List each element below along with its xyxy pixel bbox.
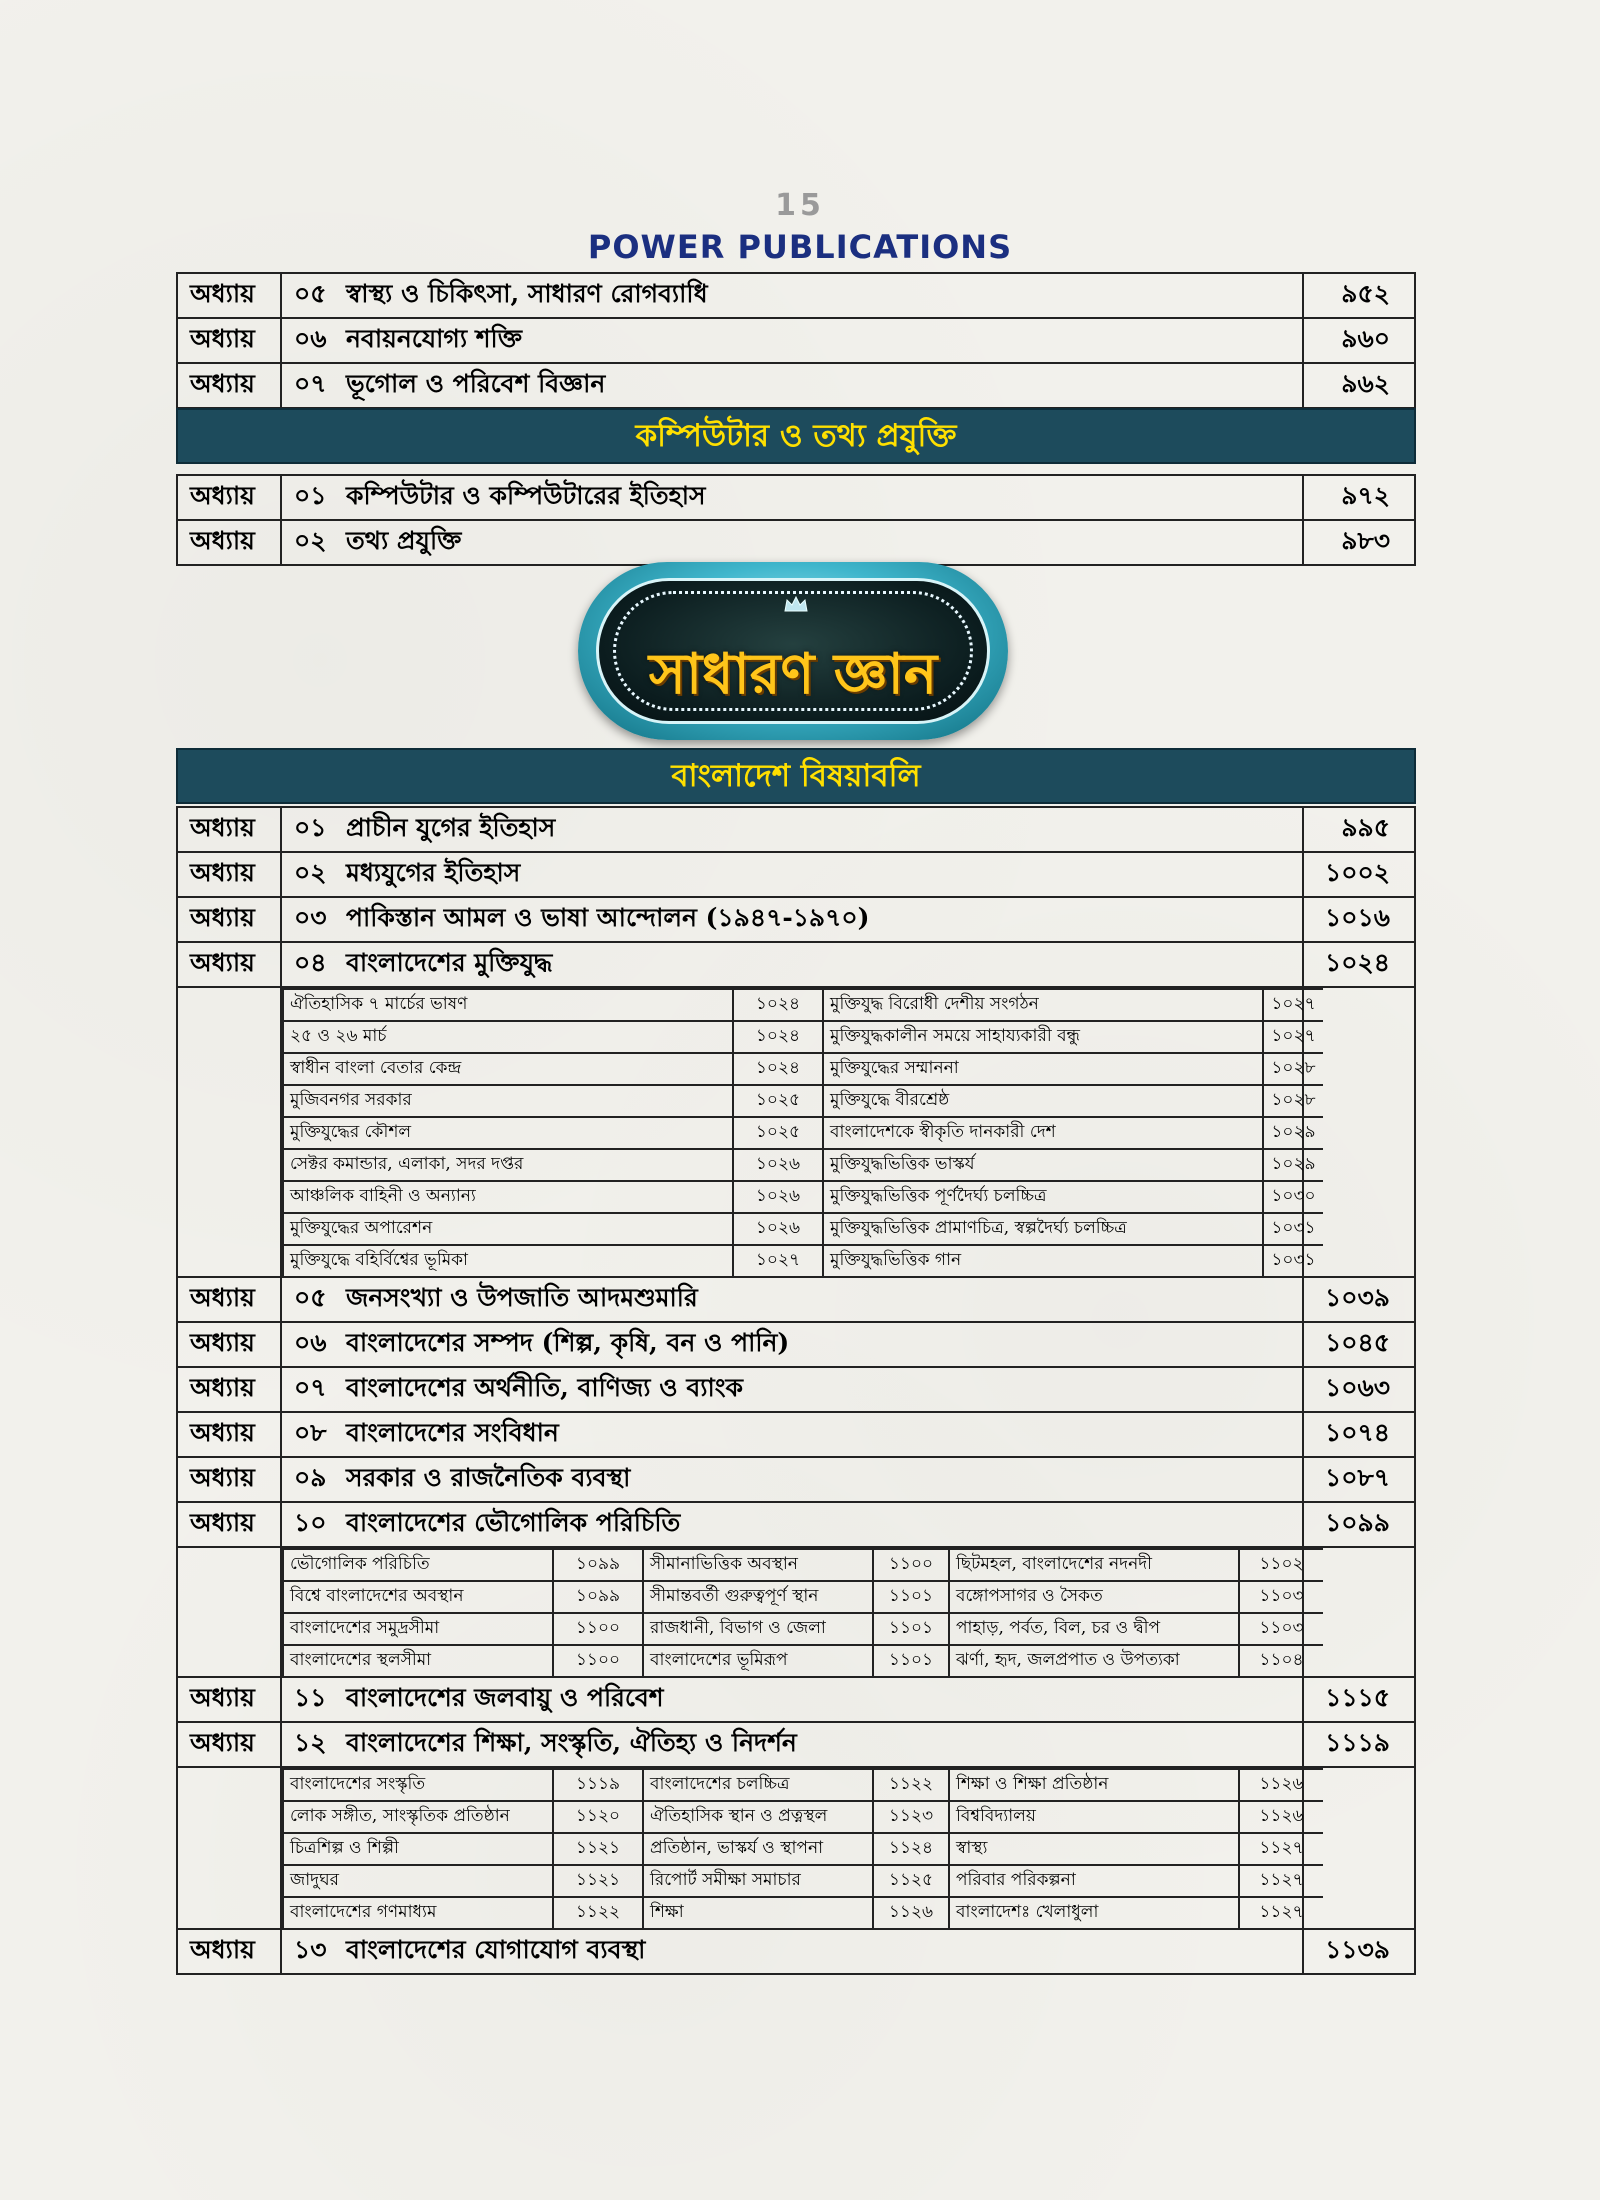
topic-page: ১১২৬: [1239, 1769, 1323, 1801]
chapter-title: প্রাচীন যুগের ইতিহাস: [346, 813, 556, 842]
topic-page: ১০২৯: [1263, 1149, 1323, 1181]
topic-page: ১০২৫: [733, 1117, 823, 1149]
topic-page: ১১০০: [873, 1549, 949, 1581]
topic-title: বাংলাদেশের ভূমিরূপ: [643, 1645, 873, 1676]
topic-page: ১০২৬: [733, 1149, 823, 1181]
topic-title: বাংলাদেশের চলচ্চিত্র: [643, 1769, 873, 1801]
chapter-label: অধ্যায়: [177, 1412, 281, 1457]
topic-row: [283, 1053, 1323, 1085]
publisher-title: POWER PUBLICATIONS: [587, 228, 1013, 266]
topic-row: [283, 1149, 1323, 1181]
chapter-number: ০৯: [294, 1463, 327, 1492]
topic-subtable: [282, 988, 1323, 1276]
topic-subtable-cell: [281, 987, 1316, 1277]
topic-title: সীমানাভিত্তিক অবস্থান: [643, 1549, 873, 1581]
topic-page: ১১২৪: [873, 1833, 949, 1865]
chapter-title: ভূগোল ও পরিবেশ বিজ্ঞান: [346, 369, 606, 398]
badge-inner: [596, 578, 990, 724]
chapter-label: অধ্যায়: [177, 852, 281, 897]
section-header-computer: কম্পিউটার ও তথ্য প্রযুক্তি: [176, 408, 1416, 464]
chapter-page: ১০২৪: [1303, 942, 1415, 987]
topic-page: ১১২২: [553, 1897, 643, 1928]
topic-title: স্বাধীন বাংলা বেতার কেন্দ্র: [283, 1053, 733, 1085]
topic-title: বিশ্বে বাংলাদেশের অবস্থান: [283, 1581, 553, 1613]
chapter-number: ০৪: [294, 948, 327, 977]
topic-title: বিশ্ববিদ্যালয়: [949, 1801, 1239, 1833]
topic-subtable-row: [177, 1547, 1415, 1677]
chapter-page: ৯৫২: [1303, 273, 1415, 318]
chapter-row[interactable]: [177, 1367, 1415, 1412]
crown-icon: [784, 595, 808, 613]
bangladesh-chapters-block: [176, 806, 1416, 1975]
chapter-title: সরকার ও রাজনৈতিক ব্যবস্থা: [346, 1463, 631, 1492]
topic-title: বাংলাদেশের সমুদ্রসীমা: [283, 1613, 553, 1645]
chapter-row[interactable]: [177, 475, 1415, 520]
topic-page: ১০৩১: [1263, 1213, 1323, 1245]
chapter-number: ০২: [294, 858, 327, 887]
chapter-row[interactable]: [177, 1457, 1415, 1502]
chapter-title-cell: [281, 1929, 1303, 1974]
topic-subtable-row: [177, 987, 1415, 1277]
topic-row: [283, 989, 1323, 1021]
chapter-title-cell: [281, 1677, 1303, 1722]
topic-page: ১১২৬: [873, 1897, 949, 1928]
topic-page: ১০২৭: [733, 1245, 823, 1276]
topic-row: [283, 1613, 1323, 1645]
chapter-page: ৯৭২: [1303, 475, 1415, 520]
chapter-number: ০৫: [294, 279, 327, 308]
chapter-title-cell: [281, 273, 1303, 318]
topic-title: চিত্রশিল্প ও শিল্পী: [283, 1833, 553, 1865]
chapter-number: ০১: [294, 813, 327, 842]
badge-title: সাধারণ জ্ঞান: [648, 641, 938, 707]
top-chapters-block: [176, 272, 1416, 409]
chapter-number: ১০: [294, 1508, 327, 1537]
chapter-title: বাংলাদেশের মুক্তিযুদ্ধ: [346, 948, 553, 977]
topic-title: মুক্তিযুদ্ধে বীরশ্রেষ্ঠ: [823, 1085, 1263, 1117]
chapter-label: অধ্যায়: [177, 1677, 281, 1722]
chapter-page: ৯৯৫: [1303, 807, 1415, 852]
topic-row: [283, 1549, 1323, 1581]
topic-page: ১১০০: [553, 1613, 643, 1645]
topic-page: ১০২৭: [1263, 1021, 1323, 1053]
topic-title: বঙ্গোপসাগর ও সৈকত: [949, 1581, 1239, 1613]
chapter-title-cell: [281, 1367, 1303, 1412]
topic-row: [283, 1117, 1323, 1149]
chapter-label: অধ্যায়: [177, 318, 281, 363]
topic-title: সীমান্তবর্তী গুরুত্বপূর্ণ স্থান: [643, 1581, 873, 1613]
topic-page: ১১০২: [1239, 1549, 1323, 1581]
chapter-title-cell: [281, 897, 1303, 942]
topic-row: [283, 1581, 1323, 1613]
topic-page: ১১১৯: [553, 1769, 643, 1801]
topic-page: ১০২৪: [733, 989, 823, 1021]
topic-title: মুক্তিযুদ্ধকালীন সময়ে সাহায্যকারী বন্ধু: [823, 1021, 1263, 1053]
topic-page: ১১২১: [553, 1865, 643, 1897]
chapter-title-cell: [281, 1502, 1303, 1547]
chapter-number: ১৩: [294, 1935, 327, 1964]
topic-subtable-cell: [281, 1547, 1303, 1677]
chapter-row[interactable]: [177, 1322, 1415, 1367]
chapter-title: নবায়নযোগ্য শক্তি: [346, 324, 522, 353]
topic-page: ১১২৩: [873, 1801, 949, 1833]
topic-title: স্বাস্থ্য: [949, 1833, 1239, 1865]
topic-subtable: [282, 1768, 1323, 1928]
topic-page: ১১২১: [553, 1833, 643, 1865]
chapter-label: অধ্যায়: [177, 897, 281, 942]
chapter-page: ১০০২: [1303, 852, 1415, 897]
chapter-page: ১০৪৫: [1303, 1322, 1415, 1367]
general-knowledge-badge: [578, 562, 1008, 740]
chapter-page: ১০৩৯: [1303, 1277, 1415, 1322]
chapter-title-cell: [281, 520, 1303, 565]
topic-title: পাহাড়, পর্বত, বিল, চর ও দ্বীপ: [949, 1613, 1239, 1645]
topic-page: ১১০১: [873, 1581, 949, 1613]
topic-spacer: [1303, 1767, 1415, 1929]
topic-page: ১০৩১: [1263, 1245, 1323, 1276]
chapter-table: [176, 806, 1416, 1975]
chapter-label: অধ্যায়: [177, 1502, 281, 1547]
topic-subtable-cell: [281, 1767, 1303, 1929]
chapter-title: বাংলাদেশের সংবিধান: [346, 1418, 559, 1447]
chapter-table: [176, 474, 1416, 566]
chapter-title-cell: [281, 363, 1303, 408]
topic-page: ১০২৮: [1263, 1053, 1323, 1085]
topic-page: ১০৯৯: [553, 1549, 643, 1581]
chapter-title-cell: [281, 475, 1303, 520]
chapter-number: ০৬: [294, 1328, 327, 1357]
chapter-label: অধ্যায়: [177, 273, 281, 318]
chapter-title-cell: [281, 807, 1303, 852]
chapter-label: অধ্যায়: [177, 363, 281, 408]
topic-row: [283, 1897, 1323, 1928]
chapter-row[interactable]: [177, 1502, 1415, 1547]
topic-page: ১১০৪: [1239, 1645, 1323, 1676]
topic-title: মুক্তিযুদ্ধে বহির্বিশ্বের ভূমিকা: [283, 1245, 733, 1276]
chapter-title-cell: [281, 1277, 1303, 1322]
topic-spacer: [1303, 1547, 1415, 1677]
topic-title: ঐতিহাসিক ৭ মার্চের ভাষণ: [283, 989, 733, 1021]
chapter-title: বাংলাদেশের যোগাযোগ ব্যবস্থা: [346, 1935, 646, 1964]
chapter-label: অধ্যায়: [177, 1457, 281, 1502]
topic-subtable: [282, 1548, 1323, 1676]
topic-title: বাংলাদেশঃ খেলাধুলা: [949, 1897, 1239, 1928]
section-header-bangladesh: বাংলাদেশ বিষয়াবলি: [176, 748, 1416, 804]
chapter-row[interactable]: [177, 852, 1415, 897]
chapter-row[interactable]: [177, 1722, 1415, 1767]
chapter-label: অধ্যায়: [177, 1367, 281, 1412]
topic-page: ১১২৫: [873, 1865, 949, 1897]
chapter-number: ১২: [294, 1728, 327, 1757]
chapter-title: বাংলাদেশের ভৌগোলিক পরিচিতি: [346, 1508, 681, 1537]
chapter-number: ০৬: [294, 324, 327, 353]
topic-title: জাদুঘর: [283, 1865, 553, 1897]
chapter-title: বাংলাদেশের সম্পদ (শিল্প, কৃষি, বন ও পানি): [346, 1328, 790, 1357]
chapter-label: অধ্যায়: [177, 807, 281, 852]
topic-title: পরিবার পরিকল্পনা: [949, 1865, 1239, 1897]
topic-row: [283, 1865, 1323, 1897]
topic-title: ছিটমহল, বাংলাদেশের নদনদী: [949, 1549, 1239, 1581]
chapter-page: ৯৬২: [1303, 363, 1415, 408]
chapter-title-cell: [281, 318, 1303, 363]
topic-page: ১১০১: [873, 1613, 949, 1645]
chapter-page: ১০৭৪: [1303, 1412, 1415, 1457]
chapter-title: বাংলাদেশের জলবায়ু ও পরিবেশ: [346, 1683, 664, 1712]
topic-row: [283, 1801, 1323, 1833]
topic-row: [283, 1645, 1323, 1676]
topic-page: ১০২৬: [733, 1181, 823, 1213]
topic-spacer: [177, 1547, 281, 1677]
chapter-row[interactable]: [177, 520, 1415, 565]
chapter-row[interactable]: [177, 897, 1415, 942]
chapter-title-cell: [281, 1457, 1303, 1502]
chapter-row[interactable]: [177, 363, 1415, 408]
topic-page: ১১০৩: [1239, 1581, 1323, 1613]
topic-page: ১১২০: [553, 1801, 643, 1833]
topic-page: ১০২৫: [733, 1085, 823, 1117]
topic-row: [283, 1769, 1323, 1801]
topic-title: ২৫ ও ২৬ মার্চ: [283, 1021, 733, 1053]
chapter-label: অধ্যায়: [177, 1277, 281, 1322]
chapter-title-cell: [281, 852, 1303, 897]
topic-title: রাজধানী, বিভাগ ও জেলা: [643, 1613, 873, 1645]
topic-subtable-row: [177, 1767, 1415, 1929]
topic-row: [283, 1085, 1323, 1117]
page-number: 15: [775, 188, 825, 223]
topic-title: রিপোর্ট সমীক্ষা সমাচার: [643, 1865, 873, 1897]
chapter-row[interactable]: [177, 1412, 1415, 1457]
topic-title: মুক্তিযুদ্ধভিত্তিক প্রামাণচিত্র, স্বল্পদৈর্ঘ্য চলচ্চিত্র: [823, 1213, 1263, 1245]
topic-title: মুজিবনগর সরকার: [283, 1085, 733, 1117]
topic-title: মুক্তিযুদ্ধ বিরোধী দেশীয় সংগঠন: [823, 989, 1263, 1021]
topic-title: ঐতিহাসিক স্থান ও প্রত্নস্থল: [643, 1801, 873, 1833]
topic-title: আঞ্চলিক বাহিনী ও অন্যান্য: [283, 1181, 733, 1213]
computer-chapters-block: [176, 474, 1416, 566]
topic-row: [283, 1245, 1323, 1276]
topic-title: ঝর্ণা, হৃদ, জলপ্রপাত ও উপত্যকা: [949, 1645, 1239, 1676]
chapter-title: মধ্যযুগের ইতিহাস: [346, 858, 521, 887]
topic-page: ১০৯৯: [553, 1581, 643, 1613]
chapter-page: ১০৯৯: [1303, 1502, 1415, 1547]
chapter-title: তথ্য প্রযুক্তি: [346, 526, 462, 555]
chapter-row[interactable]: [177, 1277, 1415, 1322]
chapter-number: ০৭: [294, 369, 327, 398]
chapter-row[interactable]: [177, 942, 1415, 987]
chapter-row[interactable]: [177, 807, 1415, 852]
chapter-page: ১১১৫: [1303, 1677, 1415, 1722]
chapter-title: কম্পিউটার ও কম্পিউটারের ইতিহাস: [346, 481, 706, 510]
chapter-title: স্বাস্থ্য ও চিকিৎসা, সাধারণ রোগব্যাধি: [346, 279, 708, 308]
chapter-row[interactable]: [177, 273, 1415, 318]
chapter-number: ০২: [294, 526, 327, 555]
chapter-page: ১০১৬: [1303, 897, 1415, 942]
chapter-page: ১০৬৩: [1303, 1367, 1415, 1412]
chapter-title: পাকিস্তান আমল ও ভাষা আন্দোলন (১৯৪৭-১৯৭০): [346, 903, 870, 932]
topic-title: বাংলাদেশকে স্বীকৃতি দানকারী দেশ: [823, 1117, 1263, 1149]
topic-page: ১১০০: [553, 1645, 643, 1676]
topic-title: সেক্টর কমান্ডার, এলাকা, সদর দপ্তর: [283, 1149, 733, 1181]
topic-title: বাংলাদেশের স্থলসীমা: [283, 1645, 553, 1676]
chapter-label: অধ্যায়: [177, 520, 281, 565]
chapter-row[interactable]: [177, 1677, 1415, 1722]
chapter-page: ১১৩৯: [1303, 1929, 1415, 1974]
chapter-row[interactable]: [177, 1929, 1415, 1974]
chapter-title: জনসংখ্যা ও উপজাতি আদমশুমারি: [346, 1283, 698, 1312]
chapter-title-cell: [281, 1322, 1303, 1367]
chapter-number: ০৭: [294, 1373, 327, 1402]
topic-page: ১১০১: [873, 1645, 949, 1676]
topic-page: ১০২৪: [733, 1053, 823, 1085]
topic-row: [283, 1833, 1323, 1865]
topic-page: ১১২৭: [1239, 1833, 1323, 1865]
topic-page: ১০২৬: [733, 1213, 823, 1245]
chapter-number: ১১: [294, 1683, 327, 1712]
topic-page: ১০২৪: [733, 1021, 823, 1053]
topic-row: [283, 1021, 1323, 1053]
chapter-title: বাংলাদেশের অর্থনীতি, বাণিজ্য ও ব্যাংক: [346, 1373, 744, 1402]
chapter-title-cell: [281, 942, 1303, 987]
chapter-label: অধ্যায়: [177, 475, 281, 520]
topic-page: ১০৩০: [1263, 1181, 1323, 1213]
chapter-title-cell: [281, 1412, 1303, 1457]
topic-title: বাংলাদেশের গণমাধ্যম: [283, 1897, 553, 1928]
topic-page: ১০২৭: [1263, 989, 1323, 1021]
topic-title: বাংলাদেশের সংস্কৃতি: [283, 1769, 553, 1801]
chapter-page: ১১১৯: [1303, 1722, 1415, 1767]
topic-page: ১০২৮: [1263, 1085, 1323, 1117]
chapter-label: অধ্যায়: [177, 1929, 281, 1974]
topic-page: ১১২৭: [1239, 1897, 1323, 1928]
topic-page: ১১০৩: [1239, 1613, 1323, 1645]
chapter-number: ০৮: [294, 1418, 327, 1447]
topic-title: ভৌগোলিক পরিচিতি: [283, 1549, 553, 1581]
topic-title: মুক্তিযুদ্ধভিত্তিক ভাস্কর্য: [823, 1149, 1263, 1181]
chapter-page: ৯৮৩: [1303, 520, 1415, 565]
topic-title: মুক্তিযুদ্ধভিত্তিক গান: [823, 1245, 1263, 1276]
chapter-label: অধ্যায়: [177, 1322, 281, 1367]
topic-title: মুক্তিযুদ্ধের অপারেশন: [283, 1213, 733, 1245]
topic-title: শিক্ষা ও শিক্ষা প্রতিষ্ঠান: [949, 1769, 1239, 1801]
topic-spacer: [177, 1767, 281, 1929]
topic-page: ১০২৯: [1263, 1117, 1323, 1149]
chapter-label: অধ্যায়: [177, 942, 281, 987]
chapter-number: ০৩: [294, 903, 327, 932]
topic-title: লোক সঙ্গীত, সাংস্কৃতিক প্রতিষ্ঠান: [283, 1801, 553, 1833]
chapter-row[interactable]: [177, 318, 1415, 363]
chapter-number: ০৫: [294, 1283, 327, 1312]
topic-spacer: [177, 987, 281, 1277]
chapter-title: বাংলাদেশের শিক্ষা, সংস্কৃতি, ঐতিহ্য ও নিদর্শন: [346, 1728, 797, 1757]
chapter-title-cell: [281, 1722, 1303, 1767]
topic-title: মুক্তিযুদ্ধের কৌশল: [283, 1117, 733, 1149]
topic-page: ১১২২: [873, 1769, 949, 1801]
chapter-number: ০১: [294, 481, 327, 510]
chapter-page: ৯৬০: [1303, 318, 1415, 363]
topic-spacer: [1303, 987, 1415, 1277]
topic-title: প্রতিষ্ঠান, ভাস্কর্য ও স্থাপনা: [643, 1833, 873, 1865]
topic-page: ১১২৬: [1239, 1801, 1323, 1833]
chapter-table: [176, 272, 1416, 409]
topic-page: ১১২৭: [1239, 1865, 1323, 1897]
chapter-label: অধ্যায়: [177, 1722, 281, 1767]
topic-title: শিক্ষা: [643, 1897, 873, 1928]
chapter-page: ১০৮৭: [1303, 1457, 1415, 1502]
topic-row: [283, 1213, 1323, 1245]
topic-title: মুক্তিযুদ্ধভিত্তিক পূর্ণদৈর্ঘ্য চলচ্চিত্র: [823, 1181, 1263, 1213]
topic-title: মুক্তিযুদ্ধের সম্মাননা: [823, 1053, 1263, 1085]
topic-row: [283, 1181, 1323, 1213]
